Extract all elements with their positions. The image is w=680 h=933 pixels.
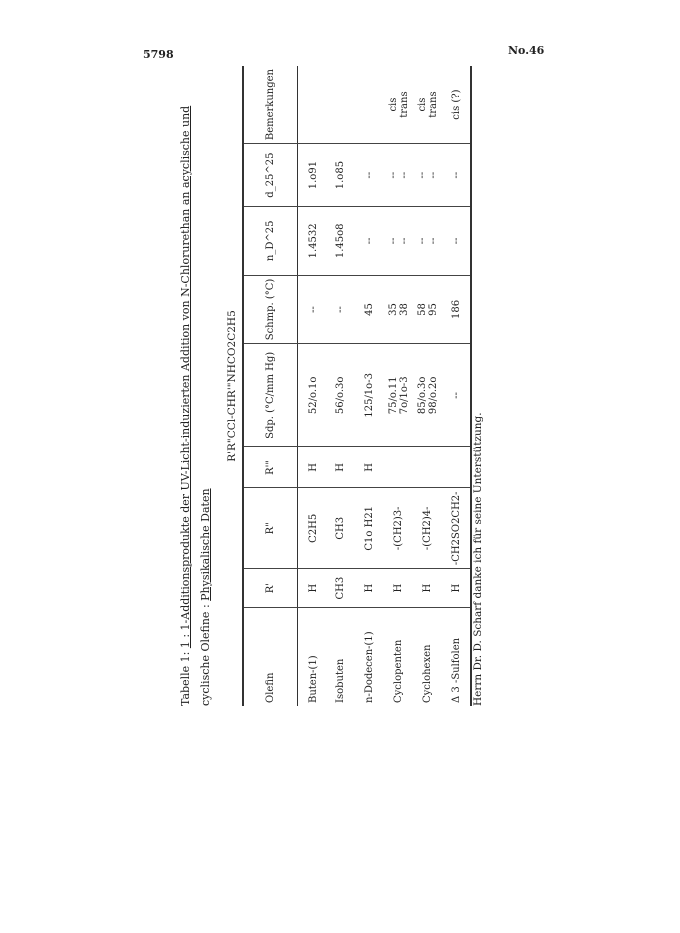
cell-sdp: 125/1o-3: [355, 344, 384, 447]
cell-sdp: 85/o.3o 98/o.2o: [413, 344, 442, 447]
col-header-r3: R'": [243, 447, 297, 488]
cell-density: --: [355, 144, 384, 207]
cell-refractive-index: 1.4532: [297, 207, 326, 276]
table-row: [355, 66, 384, 706]
caption-label: Tabelle 1:: [179, 651, 192, 706]
cell-r3: [413, 447, 442, 488]
cell-olefin: Cyclohexen: [422, 644, 433, 703]
caption-title: 1 : 1-Additionsprodukte der UV-Licht-induzierten Addition von N-Chlorurethan an acyclische und: [179, 105, 192, 649]
cell-refractive-index: 1.45o8: [326, 207, 355, 276]
col-header-density: d_25^25: [243, 144, 297, 207]
cell-density: 1.o91: [297, 144, 326, 207]
physical-data-table: [242, 66, 472, 706]
cell-olefin: Isobuten: [335, 658, 346, 703]
cell-sdp: 75/o.11 7o/1o-3: [384, 344, 413, 447]
cell-olefin: Δ 3 -Sulfolen: [450, 637, 462, 703]
table-row: [326, 66, 355, 706]
cell-schmp: --: [326, 275, 355, 344]
cell-bemerkungen: [297, 66, 326, 144]
table-caption-line2: [196, 66, 216, 706]
table-body: [297, 66, 471, 706]
cell-refractive-index: --: [355, 207, 384, 276]
col-header-r1: R': [243, 569, 297, 608]
caption-line2-underlined: Physikalische Daten: [199, 488, 212, 601]
cell-olefin: Buten-(1): [308, 655, 320, 703]
cell-refractive-index: -- --: [413, 207, 442, 276]
cell-r2: C1o H21: [355, 488, 384, 569]
general-formula: [226, 66, 238, 706]
cell-r2: -(CH2)3-: [384, 488, 413, 569]
caption-line2: cyclische Olefine :: [199, 604, 212, 706]
cell-bemerkungen: cis trans: [413, 66, 442, 144]
cell-olefin: Cyclopenten: [393, 639, 404, 703]
cell-r2: -CH2SO2CH2-: [442, 488, 471, 569]
cell-bemerkungen: [326, 66, 355, 144]
cell-bemerkungen: cis (?): [442, 66, 471, 144]
cell-r1: H: [384, 569, 413, 608]
cell-r1: H: [413, 569, 442, 608]
col-header-refractive-index: n_D^25: [243, 207, 297, 276]
table-header-row: [243, 66, 297, 706]
cell-r3: [442, 447, 471, 488]
acknowledgement: Herrn Dr. D. Scharf danke ich für seine Unterstützung.: [472, 412, 484, 706]
cell-density: 1.o85: [326, 144, 355, 207]
cell-density: --: [442, 144, 471, 207]
col-header-bemerkungen: Bemerkungen: [243, 66, 297, 144]
cell-r1: CH3: [326, 569, 355, 608]
col-header-schmp: Schmp. (°C): [243, 275, 297, 344]
cell-r3: H: [326, 447, 355, 488]
cell-density: -- --: [384, 144, 413, 207]
cell-density: -- --: [413, 144, 442, 207]
cell-r2: -(CH2)4-: [413, 488, 442, 569]
cell-bemerkungen: [355, 66, 384, 144]
cell-schmp: 186: [442, 275, 471, 344]
cell-olefin: n-Dodecen-(1): [364, 631, 375, 703]
table-row: [442, 66, 471, 706]
table-row: [384, 66, 413, 706]
col-header-r2: R": [243, 488, 297, 569]
cell-schmp: 58 95: [413, 275, 442, 344]
cell-r3: H: [297, 447, 326, 488]
cell-sdp: 56/o.3o: [326, 344, 355, 447]
cell-sdp: 52/o.1o: [297, 344, 326, 447]
cell-r3: [384, 447, 413, 488]
cell-refractive-index: --: [442, 207, 471, 276]
cell-r3: H: [355, 447, 384, 488]
cell-schmp: 35 38: [384, 275, 413, 344]
page-number: 5798: [143, 48, 174, 61]
cell-sdp: --: [442, 344, 471, 447]
cell-r2: C2H5: [297, 488, 326, 569]
table-row: [413, 66, 442, 706]
cell-schmp: --: [297, 275, 326, 344]
col-header-sdp: Sdp. (°C/mm Hg): [243, 344, 297, 447]
formula-text: R'R"CCl-CHR'"NHCO2C2H5: [226, 310, 238, 462]
cell-r1: H: [442, 569, 471, 608]
cell-r1: H: [355, 569, 384, 608]
table-row: [297, 66, 326, 706]
cell-schmp: 45: [355, 275, 384, 344]
cell-refractive-index: -- --: [384, 207, 413, 276]
cell-bemerkungen: cis trans: [384, 66, 413, 144]
rotated-table-block: [176, 66, 461, 706]
cell-r2: CH3: [326, 488, 355, 569]
table-caption: [176, 66, 196, 706]
issue-number: No.46: [508, 44, 545, 57]
col-header-olefin: Olefin: [264, 672, 276, 703]
cell-r1: H: [297, 569, 326, 608]
